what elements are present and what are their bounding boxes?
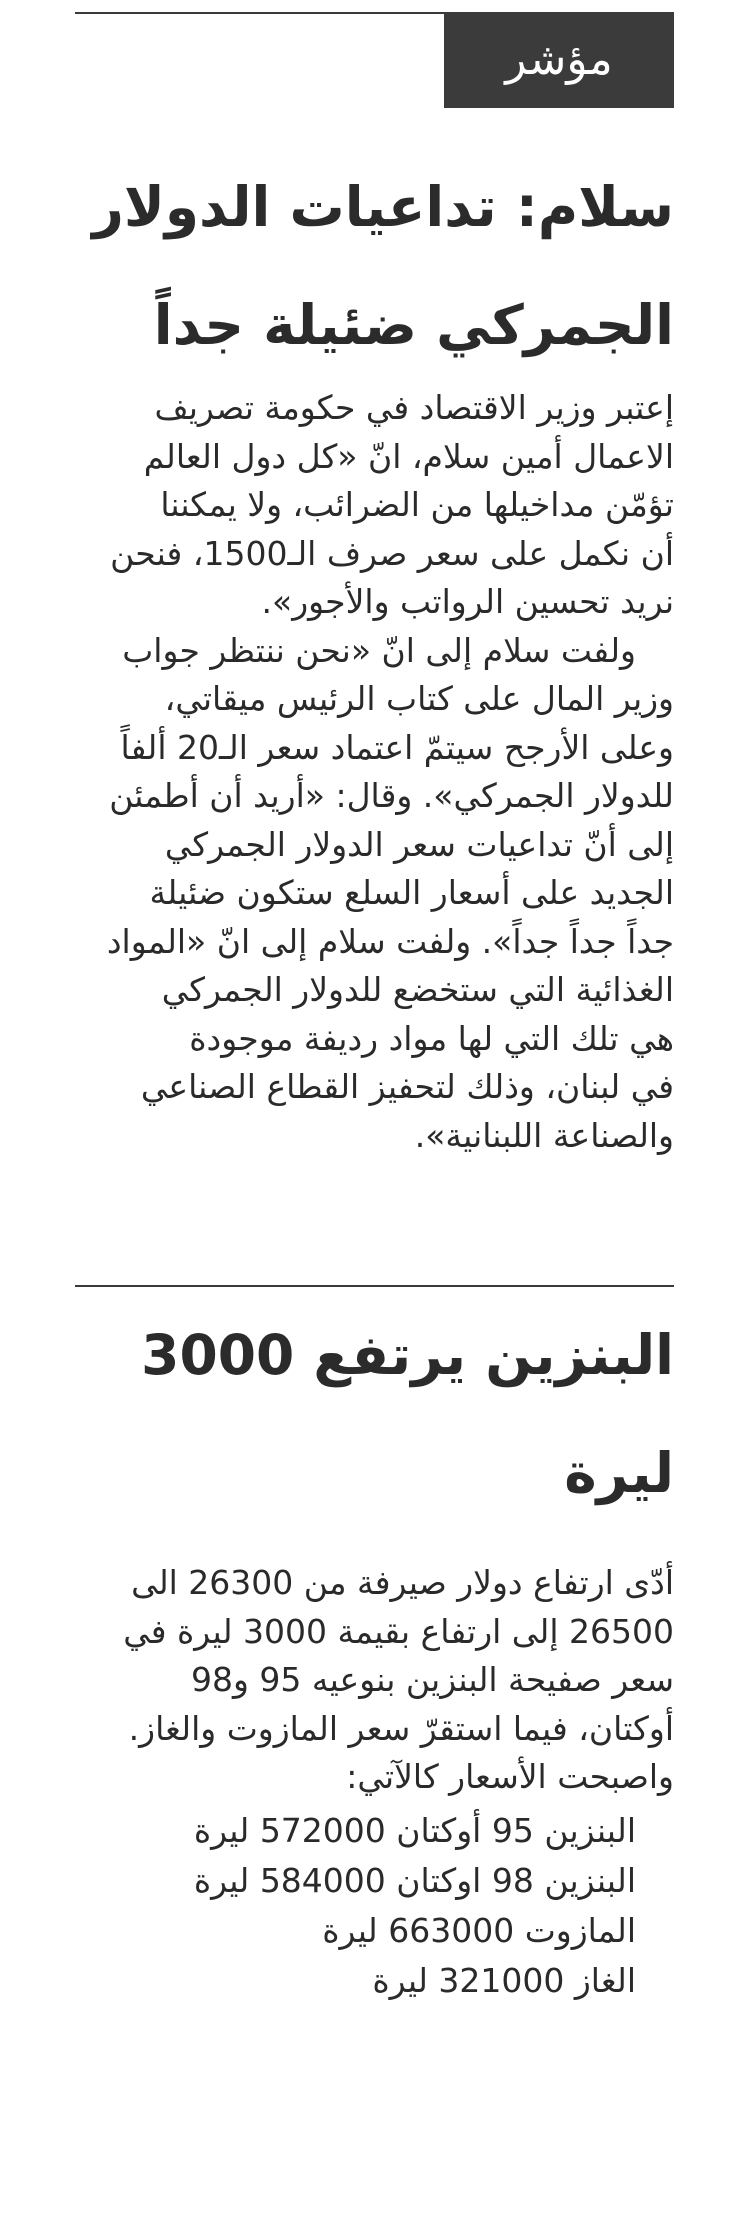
body-line: الاعمال أمين سلام، انّ «كل دول العالم [143,436,674,476]
price-item-benzine-98: البنزين 98 اوكتان 584000 ليرة [193,1861,636,1900]
body-line: وزير المال على كتاب الرئيس ميقاتي، [164,679,674,718]
body-line: الجديد على أسعار السلع ستكون ضئيلة [149,873,674,912]
body-line: ولفت سلام إلى انّ «نحن ننتظر جواب [122,630,636,670]
body-line: والصناعة اللبنانية». [414,1115,674,1155]
body-line: جداً جداً جداً». ولفت سلام إلى انّ «المواد [106,921,674,961]
body-line: أوكتان، فيما استقرّ سعر المازوت والغاز. [128,1708,674,1748]
headline-line: سلام: تداعيات الدولار [92,175,674,239]
article-1-headline [75,148,674,384]
body-line: هي تلك التي لها مواد رديفة موجودة [189,1018,674,1058]
body-line: للدولار الجمركي». وقال: «أريد أن أطمئن [109,776,674,815]
body-line: سعر صفيحة البنزين بنوعيه 95 و98 [190,1660,674,1699]
article-divider [75,1285,674,1287]
body-line: واصبحت الأسعار كالآتي: [346,1757,674,1796]
price-item-benzine-95: البنزين 95 أوكتان 572000 ليرة [193,1811,636,1850]
section-label-text: مؤشر [505,34,613,85]
body-line: 26500 إلى ارتفاع بقيمة 3000 ليرة في [123,1611,674,1651]
body-line: تؤمّن مداخيلها من الضرائب، ولا يمكننا [160,485,674,524]
article-1-body [75,384,674,1160]
headline-line: الجمركي ضئيلة جداً [153,293,674,357]
body-line: نريد تحسين الرواتب والأجور». [261,582,674,621]
article-2-body [75,1559,674,1802]
headline-line: ليرة [564,1441,674,1505]
price-item-gas: الغاز 321000 ليرة [372,1961,636,2000]
body-line: الغذائية التي ستخضع للدولار الجمركي [161,970,674,1009]
body-line: في لبنان، وذلك لتحفيز القطاع الصناعي [140,1067,674,1106]
headline-line: البنزين يرتفع 3000 [141,1323,674,1387]
body-line: أن نكمل على سعر صرف الـ1500، فنحن [110,533,674,573]
body-line: وعلى الأرجح سيتمّ اعتماد سعر الـ20 ألفاً [120,727,674,767]
fuel-price-list [194,1806,636,2006]
price-item-diesel: المازوت 663000 ليرة [322,1911,636,1950]
body-line: إلى أنّ تداعيات سعر الدولار الجمركي [164,824,674,864]
body-line: أدّى ارتفاع دولار صيرفة من 26300 الى [131,1563,674,1602]
body-line: إعتبر وزير الاقتصاد في حكومة تصريف [154,388,674,427]
section-label [444,12,674,108]
article-2-headline [75,1296,674,1532]
